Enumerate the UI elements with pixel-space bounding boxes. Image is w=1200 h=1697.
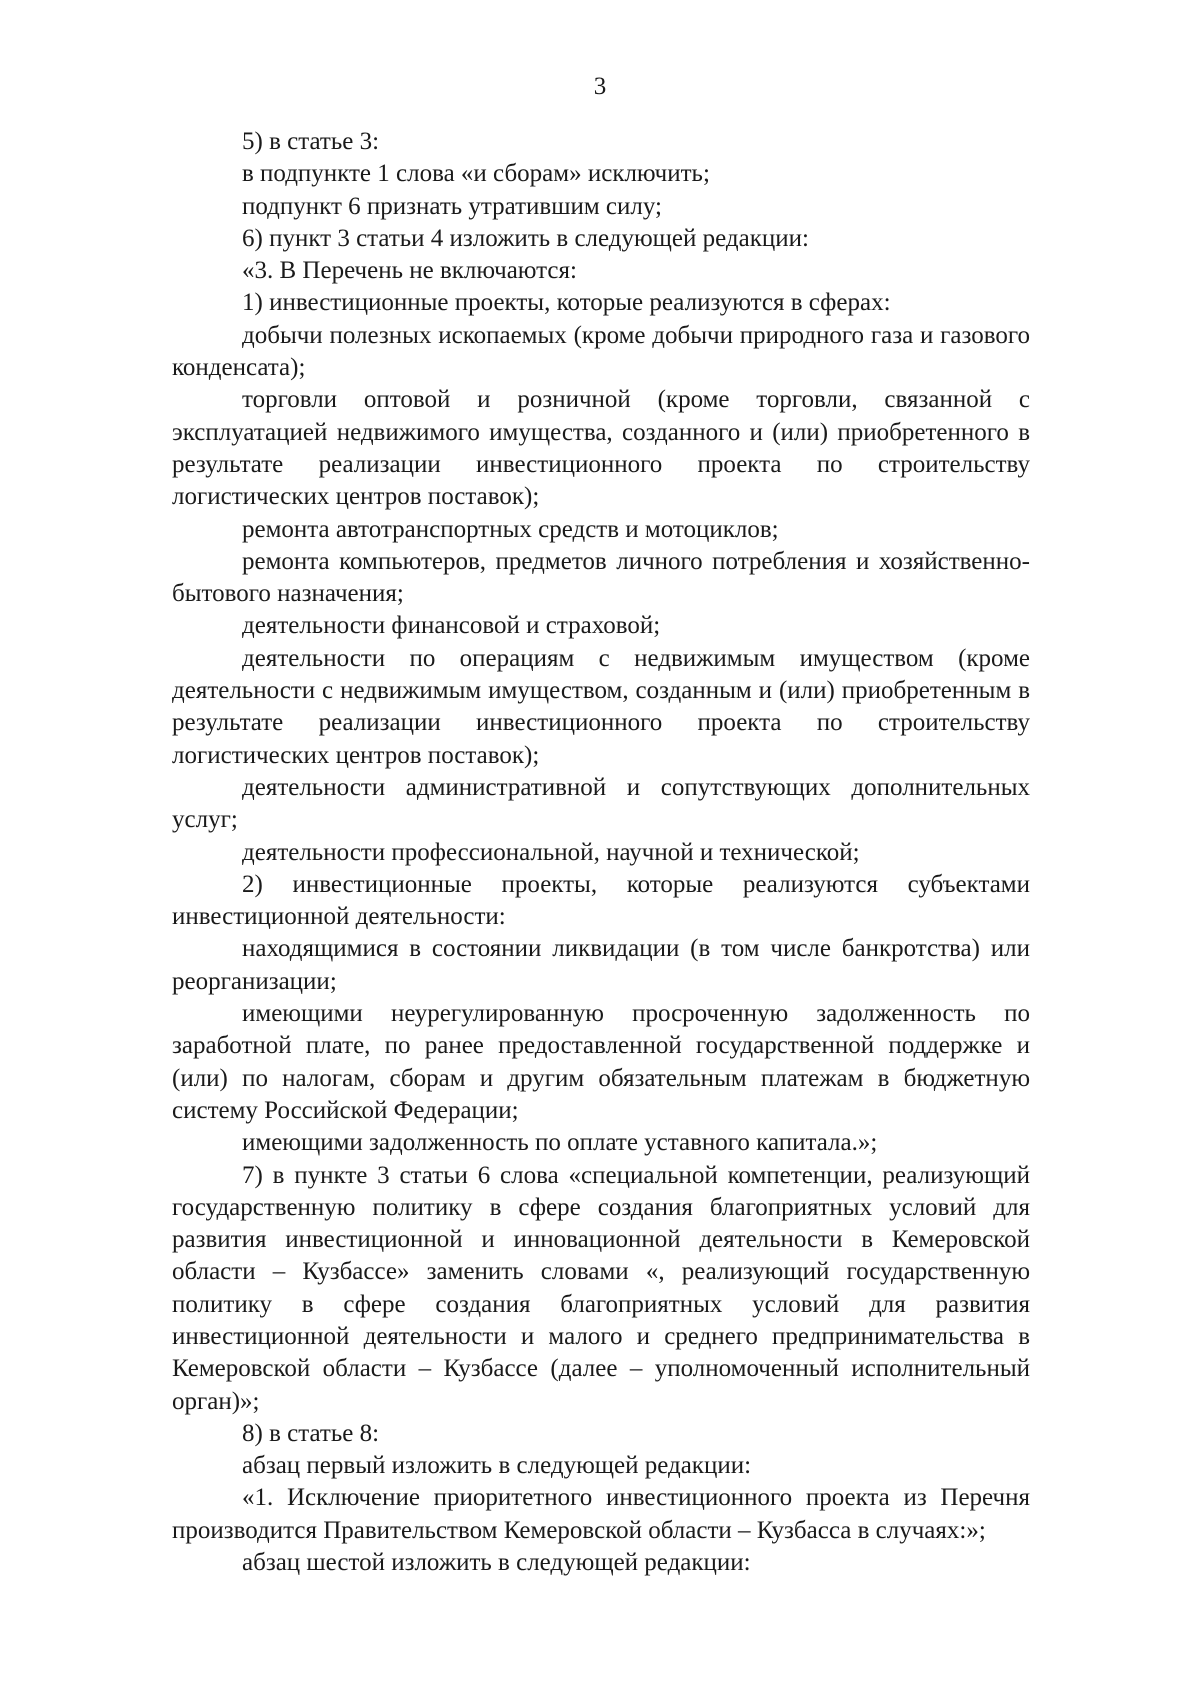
paragraph: деятельности профессиональной, научной и технической;: [242, 838, 860, 866]
paragraph: 8) в статье 8:: [242, 1419, 380, 1447]
paragraph: находящимися в состоянии ликвидации (в том числе банкротства) или реорганизации;: [172, 935, 1030, 995]
paragraph: абзац шестой изложить в следующей редакции:: [242, 1549, 751, 1577]
paragraph: 7) в пункте 3 статьи 6 слова «специальной компетенции, реализующий государственную политику в сфере создания благоприятных условий для развития инвестиционной и инновационной деятельности в Кемеровской области – Кузбассе» заменить словами «, реализующий государственную политику в сфере создания благоприятных условий для развития инвестиционной деятельности и малого и среднего предпринимательства в Кемеровской области – Кузбассе (далее – уполномоченный исполнительный орган)»;: [172, 1161, 1030, 1415]
paragraph: «3. В Перечень не включаются:: [242, 257, 577, 285]
document-body: [172, 126, 1030, 1579]
paragraph: добычи полезных ископаемых (кроме добычи природного газа и газового конденсата);: [172, 321, 1030, 382]
page-number: 3: [593, 73, 607, 100]
paragraph: 1) инвестиционные проекты, которые реализуются в сферах:: [242, 289, 891, 317]
paragraph: в подпункте 1 слова «и сборам» исключить;: [242, 160, 710, 188]
paragraph: 2) инвестиционные проекты, которые реализуются субъектами инвестиционной деятельности:: [172, 870, 1030, 931]
paragraph: имеющими задолженность по оплате уставного капитала.»;: [242, 1129, 878, 1157]
paragraph: абзац первый изложить в следующей редакции:: [242, 1452, 752, 1480]
paragraph: 6) пункт 3 статьи 4 изложить в следующей редакции:: [242, 224, 809, 252]
paragraph: деятельности финансовой и страховой;: [242, 612, 661, 640]
paragraph: торговли оптовой и розничной (кроме торговли, связанной с эксплуатацией недвижимого имущества, созданного и (или) приобретенного в результате реализации инвестиционного проекта по строительству логистических центров поставок);: [172, 386, 1030, 511]
paragraph: ремонта автотранспортных средств и мотоциклов;: [242, 515, 779, 543]
paragraph: деятельности по операциям с недвижимым имуществом (кроме деятельности с недвижимым имуществом, созданным и (или) приобретенным в результате реализации инвестиционного проекта по строительству логистических центров поставок);: [172, 644, 1030, 769]
paragraph: имеющими неурегулированную просроченную задолженность по заработной плате, по ранее предоставленной государственной поддержке и (или) по налогам, сборам и другим обязательным платежам в бюджетную систему Российской Федерации;: [172, 1000, 1030, 1124]
paragraph: подпункт 6 признать утратившим силу;: [242, 192, 662, 220]
paragraph: «1. Исключение приоритетного инвестиционного проекта из Перечня производится Правительством Кемеровской области – Кузбасса в случаях:»;: [172, 1484, 1030, 1544]
paragraph: деятельности административной и сопутствующих дополнительных услуг;: [172, 773, 1030, 834]
paragraph: ремонта компьютеров, предметов личного потребления и хозяйственно-бытового назначения;: [172, 547, 1030, 608]
paragraph: 5) в статье 3:: [242, 128, 380, 155]
